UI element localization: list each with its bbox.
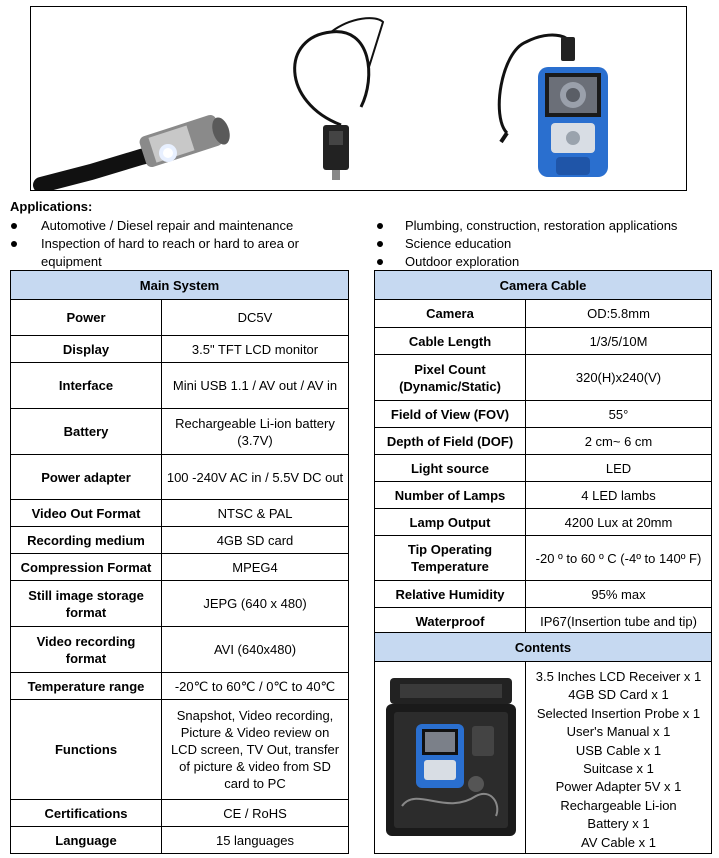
application-item: Inspection of hard to reach or hard to area or [41,236,299,251]
list-item: Battery x 1 [587,816,650,832]
table-row [375,608,712,635]
spec-value: 1/3/5/10M [526,328,712,355]
list-item: 4GB SD Card x 1 [568,687,669,703]
spec-value: JEPG (640 x 480) [162,581,349,627]
spec-key: Battery [11,409,162,455]
table-row [11,336,349,363]
main-system-header: Main System [11,271,349,300]
table-row [375,536,712,581]
list-item: Suitcase x 1 [583,761,654,777]
bullet-icon [11,223,17,229]
spec-value: Mini USB 1.1 / AV out / AV in [162,363,349,409]
spec-key: Compression Format [11,554,162,581]
suitcase-photo [376,666,525,846]
contents-header: Contents [375,633,712,662]
suitcase-photo-cell [375,662,526,854]
list-item: Selected Insertion Probe x 1 [536,705,701,721]
spec-key: Cable Length [375,328,526,355]
spec-key: Recording medium [11,527,162,554]
spec-key: Video Out Format [11,500,162,527]
table-row [11,673,349,700]
spec-key: Lamp Output [375,509,526,536]
spec-value: IP67(Insertion tube and tip) [526,608,712,635]
spec-key: Tip Operating Temperature [375,536,526,581]
table-row [11,500,349,527]
list-item: User's Manual x 1 [566,724,671,740]
spec-value: 95% max [526,581,712,608]
handheld-device-photo [499,35,608,177]
spec-key: Language [11,827,162,854]
contents-list [530,668,707,852]
spec-key: Camera [375,300,526,328]
spec-value: Rechargeable Li-ion battery (3.7V) [162,409,349,455]
table-row [11,827,349,854]
camera-cable-header: Camera Cable [375,271,712,300]
spec-value: 4GB SD card [162,527,349,554]
list-item: Rechargeable Li-ion [560,797,677,813]
bullet-icon [377,223,383,229]
spec-key: Power [11,300,162,336]
spec-value: LED [526,455,712,482]
table-row [11,800,349,827]
application-item: Automotive / Diesel repair and maintenance [41,218,294,233]
contents-table [374,632,712,854]
main-system-table [10,270,349,854]
applications-title: Applications: [10,199,93,214]
bullet-icon [377,259,383,265]
spec-value: Snapshot, Video recording, Picture & Video review on LCD screen, TV Out, transfer of picture & video from SD card to PC [162,700,349,800]
table-row [375,328,712,355]
list-item: Power Adapter 5V x 1 [555,779,682,795]
spec-value: 320(H)x240(V) [526,355,712,401]
spec-value: 3.5" TFT LCD monitor [162,336,349,363]
application-item: Outdoor exploration [405,254,520,269]
table-row [11,409,349,455]
spec-value: -20 º to 60 º C (-4º to 140º F) [526,536,712,581]
table-row [11,527,349,554]
contents-list-cell [526,662,712,854]
table-row [11,554,349,581]
spec-key: Still image storage format [11,581,162,627]
spec-value: 2 cm~ 6 cm [526,428,712,455]
spec-value: 55° [526,401,712,428]
spec-key: Depth of Field (DOF) [375,428,526,455]
spec-key: Temperature range [11,673,162,700]
spec-value: -20℃ to 60℃ / 0℃ to 40℃ [162,673,349,700]
spec-key: Relative Humidity [375,581,526,608]
camera-cable-table [374,270,712,635]
application-item: Science education [405,236,512,251]
table-row [375,355,712,401]
spec-value: AVI (640x480) [162,627,349,673]
table-row [375,428,712,455]
spec-key: Power adapter [11,455,162,500]
table-row [375,509,712,536]
table-row [375,581,712,608]
spec-key: Pixel Count (Dynamic/Static) [375,355,526,401]
spec-key: Video recording format [11,627,162,673]
application-item: equipment [41,254,102,269]
spec-key: Number of Lamps [375,482,526,509]
spec-key: Waterproof [375,608,526,635]
list-item: 3.5 Inches LCD Receiver x 1 [535,669,702,684]
table-row [375,300,712,328]
product-photo-banner [30,6,687,191]
spec-value: OD:5.8mm [526,300,712,328]
spec-value: DC5V [162,300,349,336]
table-row [11,300,349,336]
spec-key: Field of View (FOV) [375,401,526,428]
bullet-icon [11,241,17,247]
spec-value: MPEG4 [162,554,349,581]
table-row [11,700,349,800]
spec-key: Display [11,336,162,363]
table-row [11,581,349,627]
probe-tip-photo [41,113,233,185]
spec-value: NTSC & PAL [162,500,349,527]
cable-photo [295,18,383,180]
spec-key: Light source [375,455,526,482]
table-row [11,455,349,500]
table-row [375,482,712,509]
bullet-icon [377,241,383,247]
spec-key: Functions [11,700,162,800]
table-row [375,401,712,428]
table-row [11,627,349,673]
table-row [375,455,712,482]
spec-value: 100 -240V AC in / 5.5V DC out [162,455,349,500]
table-row [11,363,349,409]
spec-value: 4200 Lux at 20mm [526,509,712,536]
spec-value: CE / RoHS [162,800,349,827]
list-item: USB Cable x 1 [575,742,662,758]
spec-key: Interface [11,363,162,409]
application-item: Plumbing, construction, restoration applications [405,218,678,233]
product-photos [31,7,686,190]
spec-value: 15 languages [162,827,349,854]
list-item: AV Cable x 1 [581,834,656,850]
spec-key: Certifications [11,800,162,827]
spec-value: 4 LED lambs [526,482,712,509]
